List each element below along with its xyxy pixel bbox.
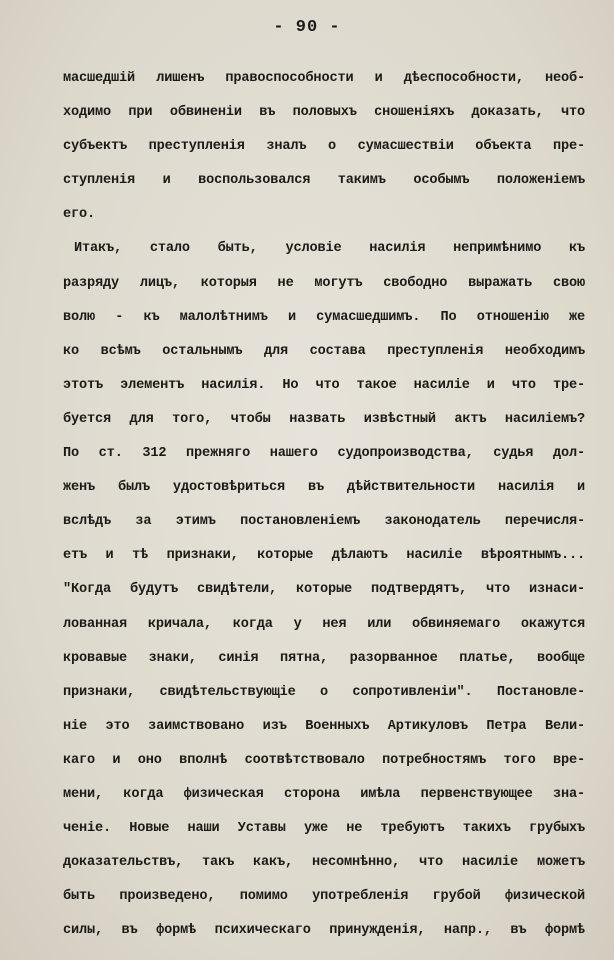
text-line: лованная кричала, когда у нея или обвиняемаго окажутся [63, 616, 585, 632]
text-line: вслѣдъ за этимъ постановленіемъ законодатель перечисля- [63, 514, 585, 530]
page-number: - 90 - [273, 18, 341, 37]
text-line: ходимо при обвиненіи въ половыхъ сношеніяхъ доказать, что [63, 105, 585, 121]
text-line: волю - къ малолѣтнимъ и сумасшедшимъ. По отношенію же [63, 309, 585, 325]
text-line: По ст. 312 прежняго нашего судопроизводства, судья дол- [63, 446, 585, 462]
body-text [63, 62, 585, 948]
paragraph-start-line: Итакъ, стало быть, условіе насилія непримѣнимо къ [74, 241, 585, 257]
text-line: доказательствъ, такъ какъ, несомнѣнно, что насиліе можетъ [63, 855, 585, 871]
text-line: ченіе. Новые наши Уставы уже не требуютъ такихъ грубыхъ [63, 821, 585, 837]
text-line: ступленія и воспользовался такимъ особымъ положеніемъ [63, 173, 585, 189]
text-line: буется для того, чтобы назвать извѣстный актъ насиліемъ? [63, 411, 585, 427]
text-line: этотъ элементъ насилія. Но что такое насиліе и что тре- [63, 377, 585, 393]
text-line: ко всѣмъ остальнымъ для состава преступленія необходимъ [63, 343, 585, 359]
text-line: быть произведено, помимо употребленія грубой физической [63, 889, 585, 905]
text-line: кровавые знаки, синія пятна, разорванное платье, вообще [63, 650, 585, 666]
text-line: женъ былъ удостовѣриться въ дѣйствительности насилія и [63, 480, 585, 496]
text-line: силы, въ формѣ психическаго принужденія, напр., въ формѣ [63, 923, 585, 939]
text-line: разряду лицъ, которыя не могутъ свободно выражать свою [63, 275, 585, 291]
text-line: каго и оно вполнѣ соотвѣтствовало потребностямъ того вре- [63, 752, 585, 768]
text-line: признаки, свидѣтельствующіе о сопротивленіи". Постановле- [63, 684, 585, 700]
text-line: субъектъ преступленія зналъ о сумасшествіи объекта пре- [63, 139, 585, 155]
text-line: етъ и тѣ признаки, которые дѣлаютъ насиліе вѣроятнымъ... [63, 548, 585, 564]
text-line: ніе это заимствовано изъ Военныхъ Артикуловъ Петра Вели- [63, 718, 585, 734]
text-line: "Когда будутъ свидѣтели, которые подтвердятъ, что изнаси- [63, 582, 585, 598]
text-line: масшедшій лишенъ правоспособности и дѣеспособности, необ- [63, 71, 585, 86]
text-line: мени, когда физическая сторона имѣла первенствующее зна- [63, 786, 585, 802]
text-line: его. [63, 207, 96, 223]
